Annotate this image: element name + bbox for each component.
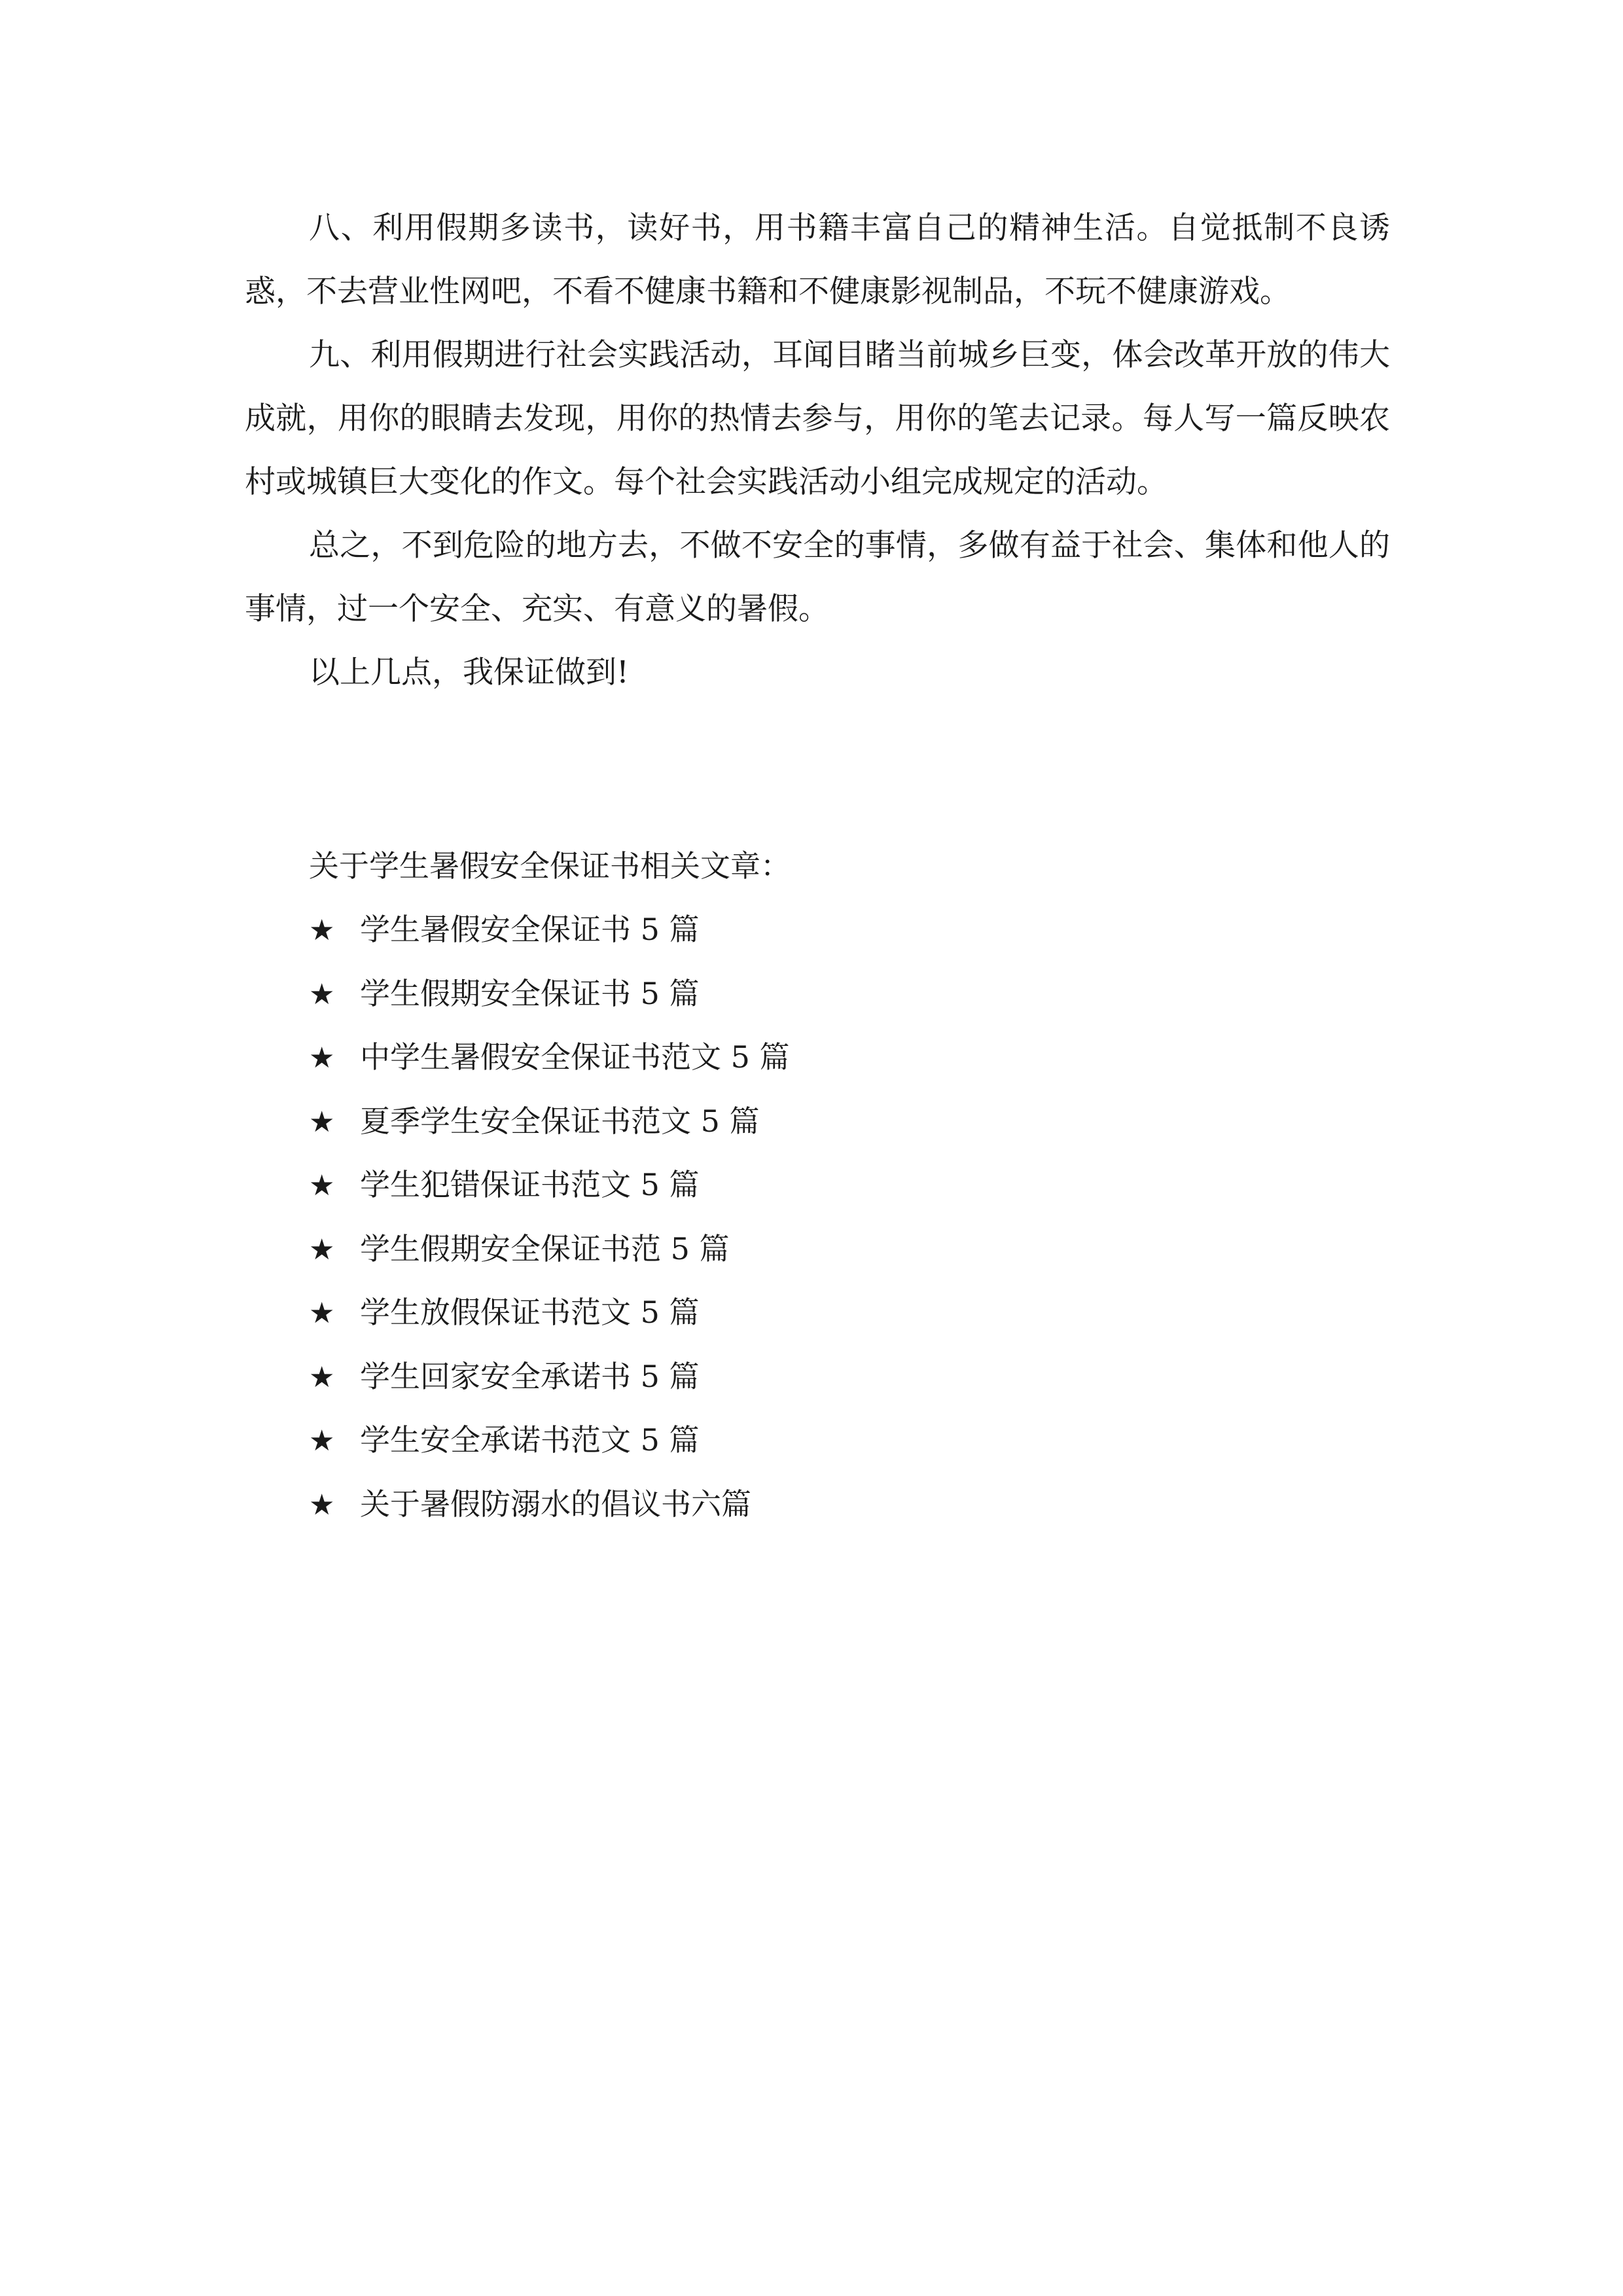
related-article-title: 学生犯错保证书范文 5 篇 [360,1167,700,1202]
related-article-link[interactable] [309,1217,1291,1282]
related-articles-list [309,898,1291,1536]
star-icon: ★ [309,1232,335,1266]
star-icon: ★ [309,1488,335,1522]
paragraph-reading: 八、利用假期多读书，读好书，用书籍丰富自己的精神生活。自觉抵制不良诱惑，不去营业性网吧，不看不健康书籍和不健康影视制品，不玩不健康游戏。 [245,210,1390,310]
related-article-link[interactable] [309,1153,1291,1217]
related-article-title: 学生暑假安全保证书 5 篇 [360,912,700,947]
paragraph-summary: 总之，不到危险的地方去，不做不安全的事情，多做有益于社会、集体和他人的事情，过一个安全、充实、有意义的暑假。 [245,528,1390,627]
star-icon: ★ [309,1360,335,1394]
related-article-title: 学生放假保证书范文 5 篇 [360,1295,700,1330]
body-text [245,196,1390,704]
related-article-link[interactable] [309,1090,1291,1154]
related-articles-title: 关于学生暑假安全保证书相关文章： [309,848,791,884]
related-article-title: 学生假期安全保证书 5 篇 [360,975,700,1011]
related-article-link[interactable] [309,898,1291,962]
related-article-title: 夏季学生安全保证书范文 5 篇 [360,1103,760,1139]
related-article-link[interactable] [309,1345,1291,1409]
related-article-title: 中学生暑假安全保证书范文 5 篇 [360,1039,790,1075]
star-icon: ★ [309,1041,335,1075]
star-icon: ★ [309,1105,335,1139]
star-icon: ★ [309,977,335,1011]
related-article-link[interactable] [309,1026,1291,1090]
related-articles [309,834,1291,1536]
related-article-link[interactable] [309,1408,1291,1473]
star-icon: ★ [309,1297,335,1330]
paragraph-social-practice: 九、利用假期进行社会实践活动，耳闻目睹当前城乡巨变，体会改革开放的伟大成就，用你的眼睛去发现，用你的热情去参与，用你的笔去记录。每人写一篇反映农村或城镇巨大变化的作文。每个社会实践活动小组完成规定的活动。 [245,337,1390,500]
related-article-link[interactable] [309,1473,1291,1537]
related-article-title: 关于暑假防溺水的倡议书六篇 [360,1486,751,1522]
star-icon: ★ [309,914,335,947]
star-icon: ★ [309,1169,335,1202]
star-icon: ★ [309,1424,335,1458]
paragraph-pledge: 以上几点，我保证做到! [309,655,629,691]
related-article-title: 学生假期安全保证书范 5 篇 [360,1230,730,1266]
related-article-link[interactable] [309,1281,1291,1345]
related-article-title: 学生回家安全承诺书 5 篇 [360,1358,700,1394]
related-article-link[interactable] [309,962,1291,1026]
related-article-title: 学生安全承诺书范文 5 篇 [360,1422,700,1458]
